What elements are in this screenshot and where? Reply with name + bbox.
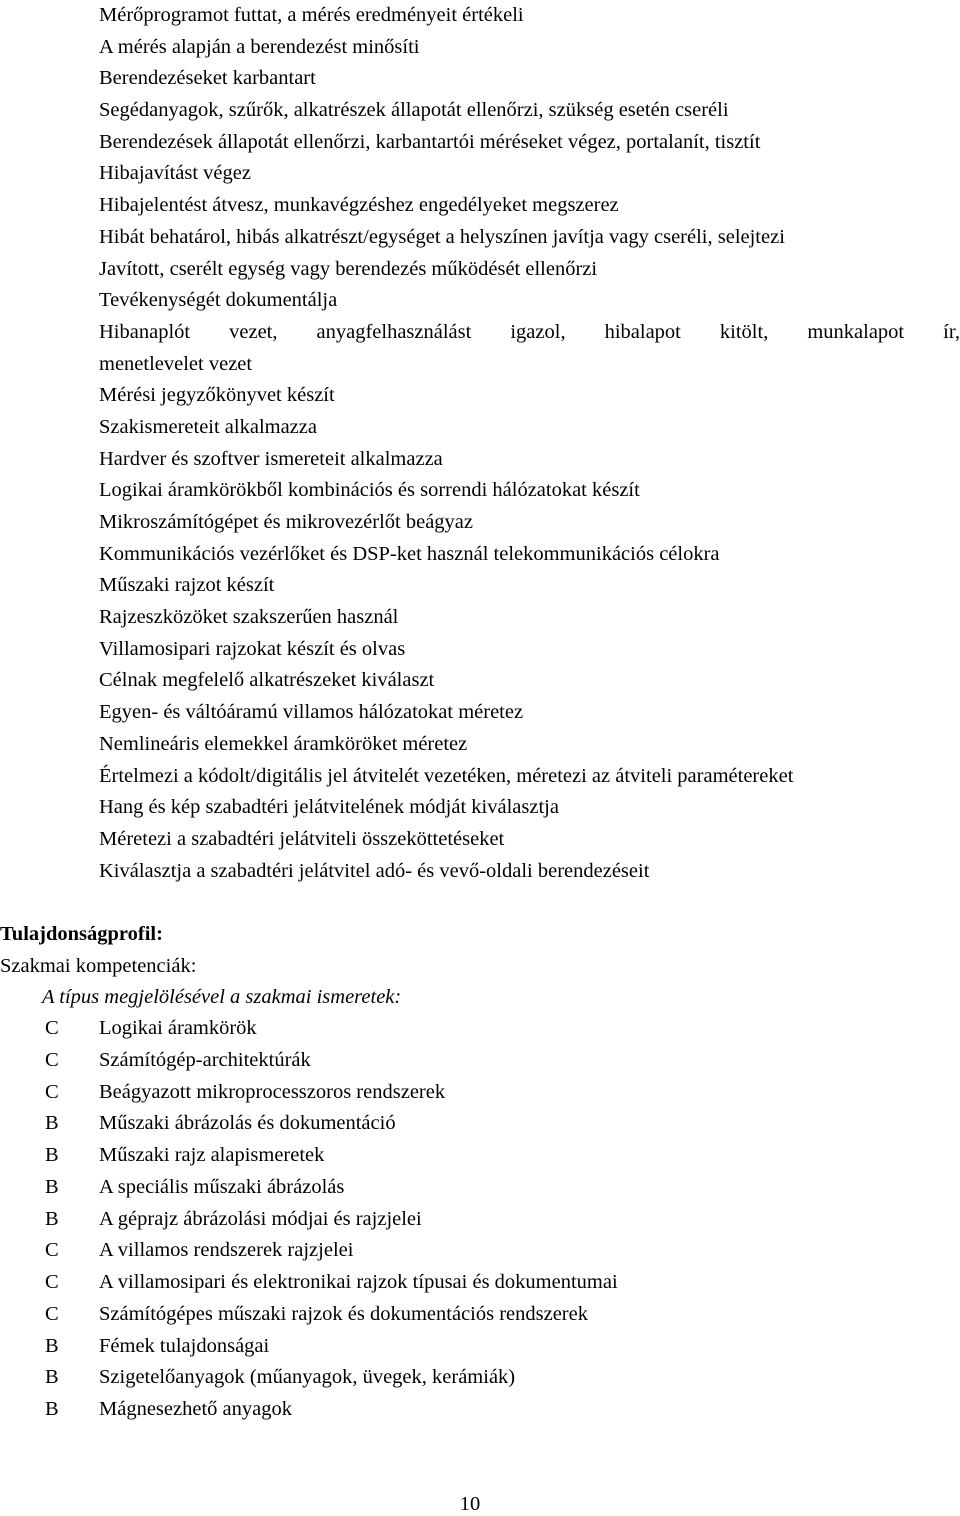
knowledge-type: B bbox=[45, 1112, 59, 1135]
knowledge-row bbox=[0, 1362, 960, 1394]
knowledge-text: Fémek tulajdonságai bbox=[99, 1334, 270, 1357]
knowledge-type: B bbox=[45, 1366, 59, 1389]
activity-item: Hardver és szoftver ismereteit alkalmazza bbox=[99, 447, 443, 470]
activity-item: Értelmezi a kódolt/digitális jel átvitelét vezetéken, méretezi az átviteli paramétereket bbox=[99, 764, 794, 787]
activity-item: Mérési jegyzőkönyvet készít bbox=[99, 384, 335, 407]
knowledge-row bbox=[0, 1235, 960, 1267]
activity-item: Mérőprogramot futtat, a mérés eredményeit értékeli bbox=[99, 4, 524, 26]
activity-item: Berendezéseket karbantart bbox=[99, 67, 316, 90]
knowledge-row bbox=[0, 1204, 960, 1236]
knowledge-row bbox=[0, 1267, 960, 1299]
knowledge-text: Szigetelőanyagok (műanyagok, üvegek, kerámiák) bbox=[99, 1366, 516, 1389]
activity-item: Hibajelentést átvesz, munkavégzéshez engedélyeket megszerez bbox=[99, 194, 619, 217]
knowledge-text: A géprajz ábrázolási módjai és rajzjelei bbox=[99, 1207, 422, 1230]
knowledge-row bbox=[0, 1013, 960, 1045]
knowledge-text: Számítógépes műszaki rajzok és dokumentációs rendszerek bbox=[99, 1302, 588, 1325]
knowledge-row bbox=[0, 1299, 960, 1331]
knowledge-row bbox=[0, 1394, 960, 1426]
activity-item: Szakismereteit alkalmazza bbox=[99, 415, 317, 438]
knowledge-type: C bbox=[45, 1080, 59, 1103]
activity-item: Tevékenységét dokumentálja bbox=[99, 289, 338, 312]
knowledge-type: B bbox=[45, 1175, 59, 1198]
activity-item: Kiválasztja a szabadtéri jelátvitel adó- és vevő-oldali berendezéseit bbox=[99, 859, 650, 882]
knowledge-text: A speciális műszaki ábrázolás bbox=[99, 1175, 345, 1198]
knowledge-type: B bbox=[45, 1398, 59, 1420]
knowledge-text: A villamosipari és elektronikai rajzok típusai és dokumentumai bbox=[99, 1271, 618, 1293]
knowledge-row bbox=[0, 1331, 960, 1363]
knowledge-type: C bbox=[45, 1239, 59, 1262]
knowledge-type: B bbox=[45, 1334, 59, 1357]
knowledge-text: Logikai áramkörök bbox=[99, 1017, 257, 1039]
activity-item: Hibanaplót vezet, anyagfelhasználást igazol, hibalapot kitölt, munkalapot ír, bbox=[99, 320, 960, 343]
knowledge-label: A típus megjelölésével a szakmai ismeretek: bbox=[42, 986, 402, 1008]
knowledge-text: Műszaki ábrázolás és dokumentáció bbox=[99, 1112, 396, 1135]
knowledge-row bbox=[0, 1108, 960, 1140]
activity-item: Berendezések állapotát ellenőrzi, karbantartói méréseket végez, portalanít, tisztít bbox=[99, 130, 761, 153]
knowledge-text: A villamos rendszerek rajzjelei bbox=[99, 1239, 354, 1262]
knowledge-row bbox=[0, 1172, 960, 1204]
knowledge-type: C bbox=[45, 1302, 59, 1325]
activity-item: Villamosipari rajzokat készít és olvas bbox=[99, 637, 406, 660]
activity-item: Méretezi a szabadtéri jelátviteli összeköttetéseket bbox=[99, 827, 505, 850]
knowledge-row bbox=[0, 1077, 960, 1109]
activity-item: Segédanyagok, szűrők, alkatrészek állapotát ellenőrzi, szükség esetén cseréli bbox=[99, 99, 729, 122]
knowledge-type: C bbox=[45, 1271, 59, 1293]
activity-item: Egyen- és váltóáramú villamos hálózatokat méretez bbox=[99, 701, 524, 724]
knowledge-list bbox=[0, 1013, 960, 1426]
knowledge-text: Mágnesezhető anyagok bbox=[99, 1398, 292, 1420]
knowledge-type: C bbox=[45, 1048, 59, 1071]
activity-item: Rajzeszközöket szakszerűen használ bbox=[99, 606, 399, 629]
activity-item: Műszaki rajzot készít bbox=[99, 574, 275, 597]
activity-item: Logikai áramkörökből kombinációs és sorrendi hálózatokat készít bbox=[99, 479, 640, 502]
activity-item: Hang és kép szabadtéri jelátvitelének módját kiválasztja bbox=[99, 796, 559, 819]
knowledge-row bbox=[0, 1140, 960, 1172]
activity-list bbox=[99, 0, 960, 887]
profile-heading: Tulajdonságprofil: bbox=[0, 923, 163, 945]
activity-item: Hibát behatárol, hibás alkatrészt/egységet a helyszínen javítja vagy cseréli, selejtezi bbox=[99, 225, 785, 248]
page-number: 10 bbox=[459, 1493, 481, 1515]
knowledge-text: Műszaki rajz alapismeretek bbox=[99, 1144, 325, 1166]
activity-item: Célnak megfelelő alkatrészeket kiválaszt bbox=[99, 669, 435, 692]
activity-item: Hibajavítást végez bbox=[99, 162, 251, 185]
activity-item: menetlevelet vezet bbox=[99, 352, 253, 375]
knowledge-type: B bbox=[45, 1207, 59, 1230]
knowledge-row bbox=[0, 1045, 960, 1077]
knowledge-text: Számítógép-architektúrák bbox=[99, 1048, 311, 1071]
activity-item: Kommunikációs vezérlőket és DSP-ket használ telekommunikációs célokra bbox=[99, 542, 720, 565]
activity-item: Nemlineáris elemekkel áramköröket méretez bbox=[99, 732, 468, 755]
activity-item: Mikroszámítógépet és mikrovezérlőt beágyaz bbox=[99, 511, 473, 533]
knowledge-type: C bbox=[45, 1017, 59, 1039]
activity-item: A mérés alapján a berendezést minősíti bbox=[99, 35, 420, 58]
knowledge-text: Beágyazott mikroprocesszoros rendszerek bbox=[99, 1080, 446, 1103]
profile-subheading: Szakmai kompetenciák: bbox=[0, 955, 197, 977]
activity-item: Javított, cserélt egység vagy berendezés működését ellenőrzi bbox=[99, 257, 598, 280]
knowledge-type: B bbox=[45, 1144, 59, 1166]
